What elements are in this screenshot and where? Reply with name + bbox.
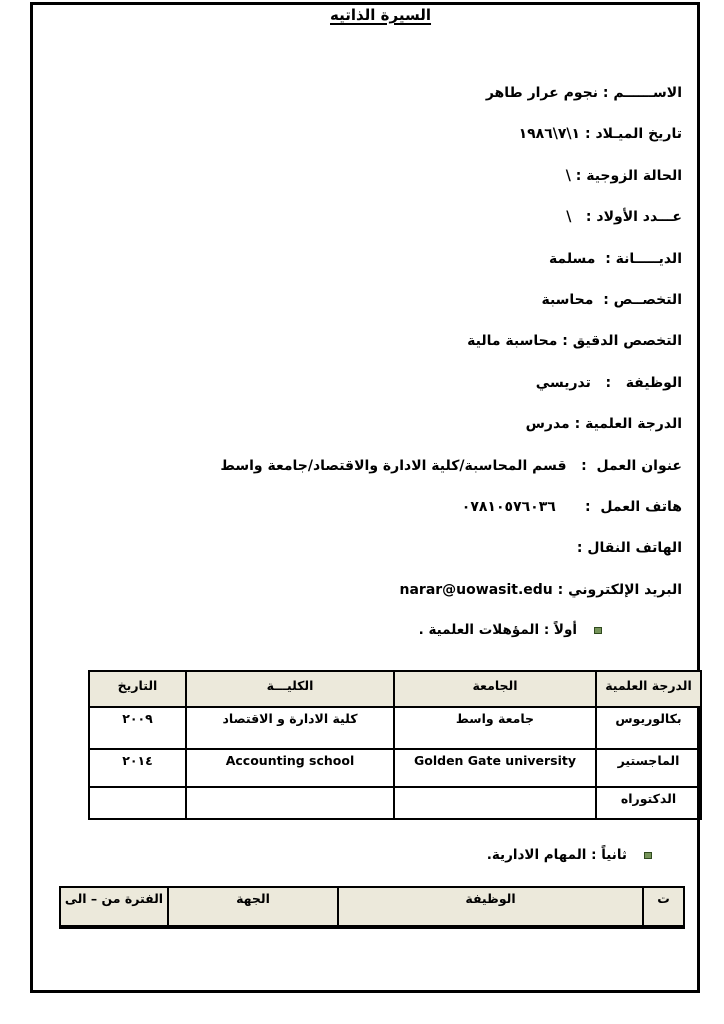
col-header-university: الجامعة <box>394 671 596 707</box>
col-header-number: ت <box>643 887 684 927</box>
cell-date <box>89 787 186 819</box>
info-line-academic-degree: الدرجة العلمية : مدرس <box>525 416 682 433</box>
col-header-college: الكليـــة <box>186 671 394 707</box>
info-line-work-phone: هاتف العمل : ٠٧٨١٠٥٧٦٠٣٦ <box>461 498 682 515</box>
cell-college: Accounting school <box>186 749 394 787</box>
section-heading-text: ثانياً : المهام الادارية. <box>486 847 627 863</box>
green-square-bullet-icon <box>644 852 652 859</box>
qualifications-table <box>88 670 702 820</box>
cell-date: ٢٠١٤ <box>89 749 186 787</box>
col-header-period: الفترة من – الى <box>60 887 168 927</box>
info-line-specialization: التخصــص : محاسبة <box>541 291 682 308</box>
document-title: السيرة الذاتيه <box>330 6 432 24</box>
info-line-email: البريد الإلكتروني : narar@uowasit.edu <box>399 581 682 598</box>
section-heading-text: أولاً : المؤهلات العلمية . <box>418 622 577 638</box>
cell-degree: الدكتوراه <box>596 787 701 819</box>
col-header-entity: الجهة <box>168 887 338 927</box>
info-line-religion: الديـــــانة : مسلمة <box>548 250 682 267</box>
info-line-birthdate: تاريخ الميـلاد : ١\٧\١٩٨٦ <box>518 126 682 143</box>
cell-college <box>186 787 394 819</box>
table-row-bachelor <box>89 707 701 749</box>
admin-tasks-header-row <box>60 887 684 927</box>
cell-university: جامعة واسط <box>394 707 596 749</box>
section-heading-qualifications <box>419 622 602 638</box>
info-line-job: الوظيفة : تدريسي <box>535 374 682 391</box>
info-line-mobile-phone: الهاتف النقال : <box>576 540 682 557</box>
qualifications-header-row <box>89 671 701 707</box>
cell-degree: بكالوريوس <box>596 707 701 749</box>
cell-university: Golden Gate university <box>394 749 596 787</box>
info-line-name: الاســــــم : نجوم عرار طاهر <box>485 85 682 101</box>
col-header-date: التاريخ <box>89 671 186 707</box>
col-header-job: الوظيفة <box>338 887 643 927</box>
cell-college: كلية الادارة و الاقتصاد <box>186 707 394 749</box>
cell-date: ٢٠٠٩ <box>89 707 186 749</box>
col-header-degree: الدرجة العلمية <box>596 671 701 707</box>
info-line-work-address: عنوان العمل : قسم المحاسبة/كلية الادارة والاقتصاد/جامعة واسط <box>220 457 682 474</box>
info-line-marital-status: الحالة الزوجية : \ <box>565 167 682 184</box>
cell-degree: الماجستير <box>596 749 701 787</box>
admin-tasks-table <box>59 886 685 929</box>
info-line-precise-specialization: التخصص الدقيق : محاسبة مالية <box>467 333 682 350</box>
table-row-master <box>89 749 701 787</box>
table-row-doctorate <box>89 787 701 819</box>
green-square-bullet-icon <box>594 627 602 634</box>
info-line-children-count: عـــدد الأولاد : \ <box>566 209 682 226</box>
section-heading-admin-tasks <box>487 847 652 863</box>
cell-university <box>394 787 596 819</box>
personal-info-block <box>220 84 682 622</box>
